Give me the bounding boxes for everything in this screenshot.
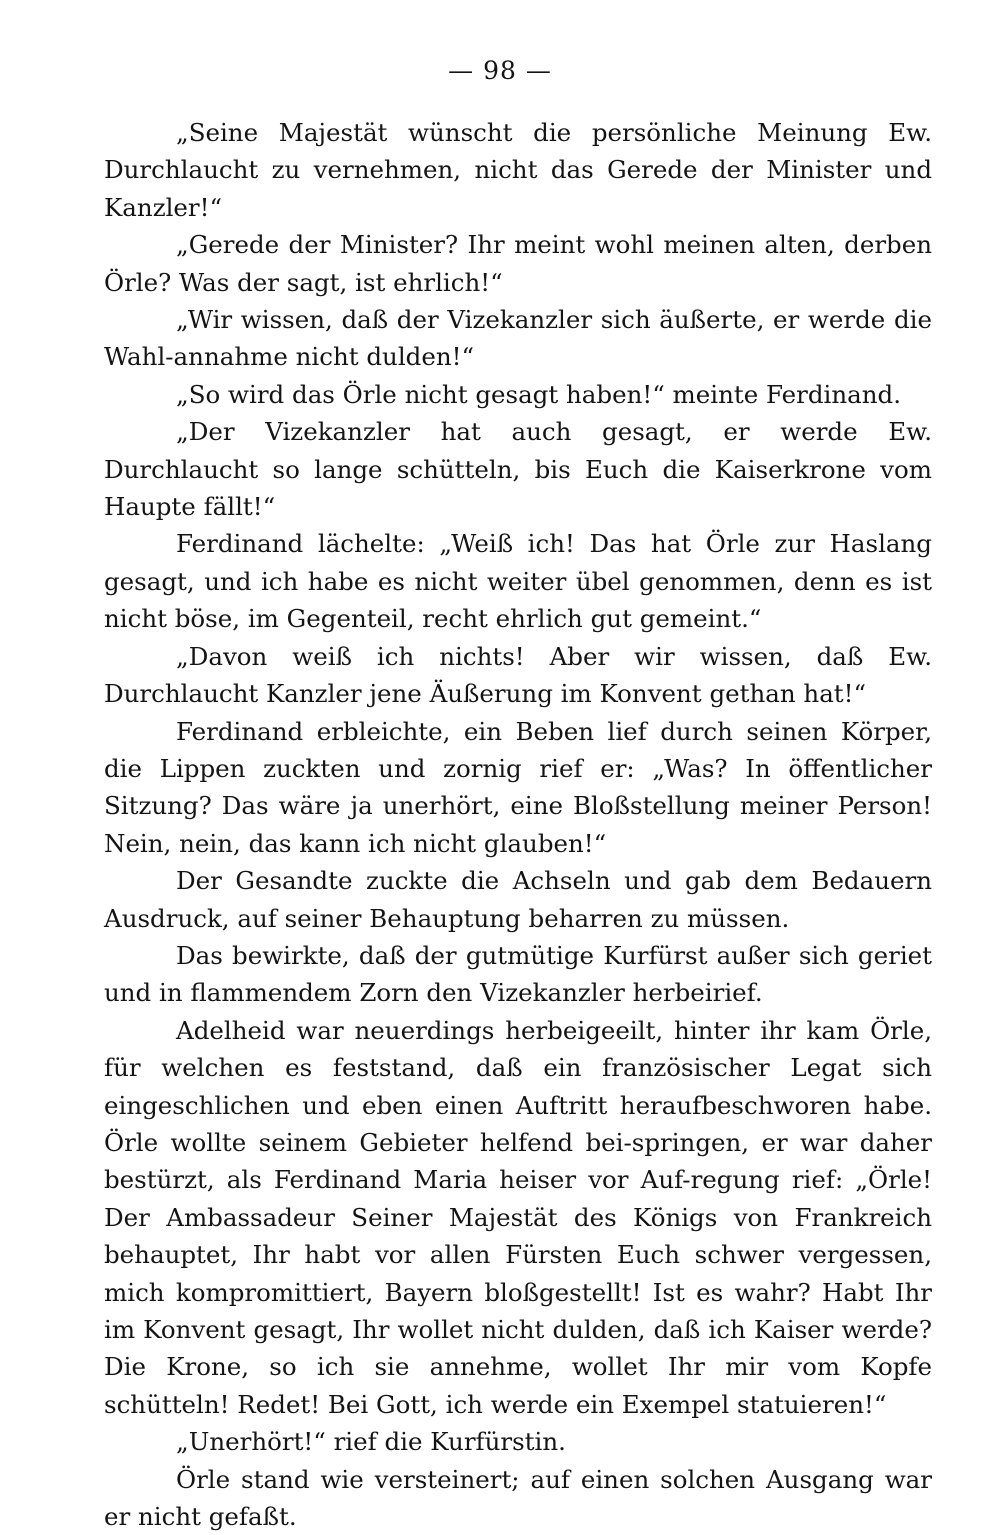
paragraph: Ferdinand lächelte: „Weiß ich! Das hat Örle zur Haslang gesagt, und ich habe es nicht weiter übel genommen, denn es ist nicht böse, im Gegenteil, recht ehrlich gut gemeint.“ (104, 529, 932, 634)
paragraph: „Gerede der Minister? Ihr meint wohl meinen alten, derben Örle? Was der sagt, ist ehrlich!“ (104, 230, 932, 297)
page-number: — 98 — (448, 56, 552, 85)
paragraph: Das bewirkte, daß der gutmütige Kurfürst außer sich geriet und in flammendem Zorn den Vizekanzler herbeirief. (104, 940, 932, 1008)
paragraph: „So wird das Örle nicht gesagt haben!“ meinte Ferdinand. (176, 379, 902, 409)
body-text (104, 114, 932, 1535)
paragraph: Adelheid war neuerdings herbeigeeilt, hinter ihr kam Örle, für welchen es feststand, daß ein französischer Legat sich eingeschlichen und eben einen Auftritt heraufbeschworen habe. Örle wollte seinem Gebieter helfend bei-springen, er war daher bestürzt, als Ferdinand Maria heiser vor Auf-regung rief: „Örle! Der Ambassadeur Seiner Majestät des Königs von Frankreich behauptet, Ihr habt vor allen Fürsten Euch schwer vergessen, mich kompromittiert, Bayern bloßgestellt! Ist es wahr? Habt Ihr im Konvent gesagt, Ihr wollet nicht dulden, daß ich Kaiser werde? Die Krone, so ich sie annehme, wollet Ihr mir vom Kopfe schütteln! Redet! Bei Gott, ich werde ein Exempel statuieren!“ (104, 1015, 932, 1419)
paragraph: „Wir wissen, daß der Vizekanzler sich äußerte, er werde die Wahl-annahme nicht dulden!“ (104, 305, 932, 372)
paragraph: Der Gesandte zuckte die Achseln und gab dem Bedauern Ausdruck, auf seiner Behauptung beharren zu müssen. (104, 866, 932, 933)
paragraph: Ferdinand erbleichte, ein Beben lief durch seinen Körper, die Lippen zuckten und zornig rief er: „Was? In öffentlicher Sitzung? Das wäre ja unerhört, eine Bloßstellung meiner Person! Nein, nein, das kann ich nicht glauben!“ (104, 716, 932, 858)
paragraph: Örle stand wie versteinert; auf einen solchen Ausgang war er nicht gefaßt. (104, 1464, 932, 1532)
paragraph: „Der Vizekanzler hat auch gesagt, er werde Ew. Durchlaucht so lange schütteln, bis Euch die Kaiserkrone vom Haupte fällt!“ (104, 417, 932, 522)
paragraph: „Davon weiß ich nichts! Aber wir wissen, daß Ew. Durchlaucht Kanzler jene Äußerung im Konvent gethan hat!“ (104, 641, 932, 709)
paragraph: „Seine Majestät wünscht die persönliche Meinung Ew. Durchlaucht zu vernehmen, nicht das Gerede der Minister und Kanzler!“ (104, 118, 932, 222)
paragraph: „Unerhört!“ rief die Kurfürstin. (176, 1427, 566, 1457)
